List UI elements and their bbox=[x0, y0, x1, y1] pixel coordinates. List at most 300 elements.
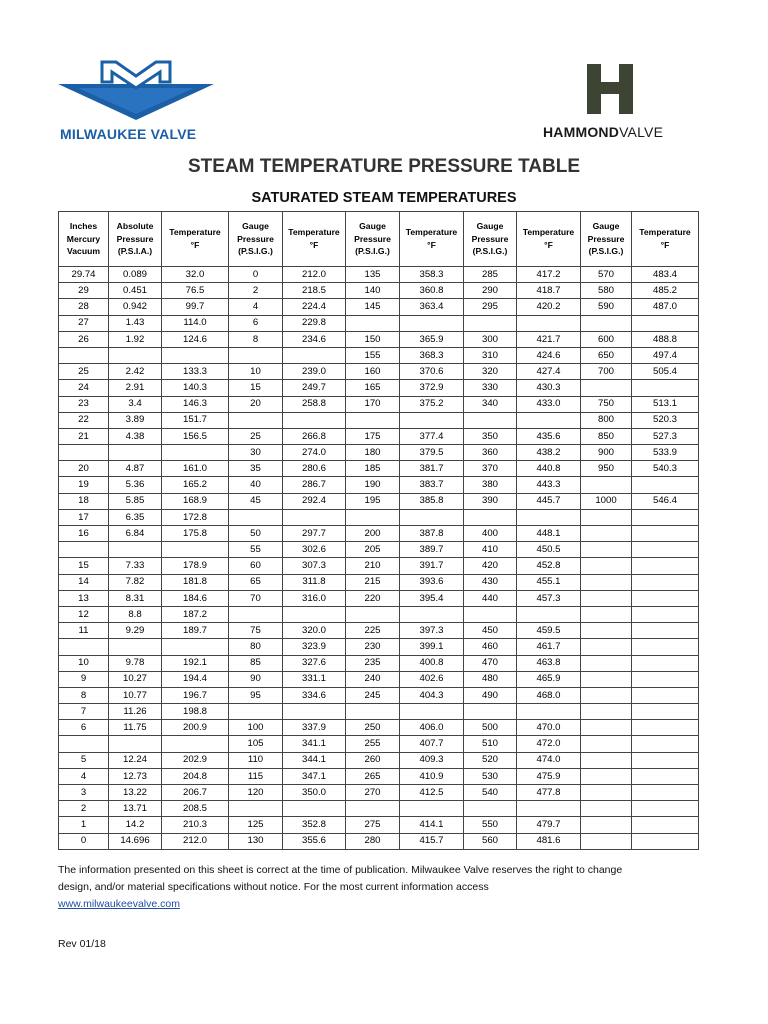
table-cell: 399.1 bbox=[400, 639, 464, 655]
table-row bbox=[59, 445, 699, 461]
table-cell bbox=[581, 542, 632, 558]
table-cell bbox=[59, 445, 109, 461]
table-cell: 170 bbox=[346, 396, 400, 412]
table-header-row bbox=[59, 212, 699, 267]
table-cell: 140 bbox=[346, 283, 400, 299]
table-cell: 208.5 bbox=[162, 801, 229, 817]
table-cell: 407.7 bbox=[400, 736, 464, 752]
table-row bbox=[59, 364, 699, 380]
table-cell: 212.0 bbox=[162, 833, 229, 849]
table-cell bbox=[632, 315, 699, 331]
table-cell: 393.6 bbox=[400, 574, 464, 590]
table-cell: 55 bbox=[229, 542, 283, 558]
table-cell: 196.7 bbox=[162, 687, 229, 703]
column-header-line: Gauge bbox=[476, 220, 504, 231]
column-header bbox=[464, 212, 517, 267]
table-cell: 210 bbox=[346, 558, 400, 574]
table-cell: 8.31 bbox=[109, 590, 162, 606]
table-cell: 10.27 bbox=[109, 671, 162, 687]
table-cell: 270 bbox=[346, 785, 400, 801]
table-cell: 1 bbox=[59, 817, 109, 833]
table-cell: 140.3 bbox=[162, 380, 229, 396]
table-row bbox=[59, 396, 699, 412]
table-cell: 381.7 bbox=[400, 461, 464, 477]
column-header-line: °F bbox=[190, 240, 200, 250]
table-cell: 370 bbox=[464, 461, 517, 477]
table-cell bbox=[162, 736, 229, 752]
column-header bbox=[283, 212, 346, 267]
table-cell: 397.3 bbox=[400, 623, 464, 639]
table-cell: 0.942 bbox=[109, 299, 162, 315]
table-cell bbox=[632, 817, 699, 833]
table-cell: 477.8 bbox=[517, 785, 581, 801]
table-cell: 465.9 bbox=[517, 671, 581, 687]
column-header-line: Vacuum bbox=[67, 246, 100, 257]
table-cell: 235 bbox=[346, 655, 400, 671]
table-row bbox=[59, 347, 699, 363]
table-row bbox=[59, 590, 699, 606]
table-cell: 194.4 bbox=[162, 671, 229, 687]
table-cell bbox=[581, 720, 632, 736]
table-cell: 404.3 bbox=[400, 687, 464, 703]
milwaukee-valve-mark-icon bbox=[58, 56, 214, 122]
table-cell bbox=[632, 833, 699, 849]
table-cell: 150 bbox=[346, 331, 400, 347]
table-cell: 380 bbox=[464, 477, 517, 493]
hammond-h-mark-icon bbox=[587, 64, 633, 114]
table-cell: 25 bbox=[229, 428, 283, 444]
table-cell: 440.8 bbox=[517, 461, 581, 477]
table-cell: 189.7 bbox=[162, 623, 229, 639]
table-row bbox=[59, 720, 699, 736]
table-cell: 650 bbox=[581, 347, 632, 363]
column-header-line: Absolute bbox=[116, 220, 154, 231]
column-header bbox=[346, 212, 400, 267]
table-cell: 225 bbox=[346, 623, 400, 639]
table-cell: 50 bbox=[229, 526, 283, 542]
table-cell: 0 bbox=[59, 833, 109, 849]
table-cell: 99.7 bbox=[162, 299, 229, 315]
table-cell: 390 bbox=[464, 493, 517, 509]
hammond-valve-wordmark bbox=[543, 124, 663, 140]
table-row bbox=[59, 704, 699, 720]
table-cell: 7.82 bbox=[109, 574, 162, 590]
table-cell: 250 bbox=[346, 720, 400, 736]
table-cell: 151.7 bbox=[162, 412, 229, 428]
table-row bbox=[59, 785, 699, 801]
table-cell: 18 bbox=[59, 493, 109, 509]
table-cell: 12.24 bbox=[109, 752, 162, 768]
column-header-line: Temperature bbox=[288, 227, 340, 238]
table-cell: 445.7 bbox=[517, 493, 581, 509]
table-cell: 415.7 bbox=[400, 833, 464, 849]
table-cell: 450 bbox=[464, 623, 517, 639]
table-cell bbox=[283, 606, 346, 622]
website-link[interactable]: www.milwaukeevalve.com bbox=[58, 898, 180, 910]
table-cell: 360.8 bbox=[400, 283, 464, 299]
table-cell: 20 bbox=[59, 461, 109, 477]
table-cell bbox=[162, 542, 229, 558]
table-cell bbox=[517, 606, 581, 622]
table-cell: 6.35 bbox=[109, 509, 162, 525]
table-cell: 5.36 bbox=[109, 477, 162, 493]
table-cell: 146.3 bbox=[162, 396, 229, 412]
column-header-line: Temperature bbox=[639, 227, 691, 238]
table-cell bbox=[581, 477, 632, 493]
table-cell bbox=[581, 558, 632, 574]
table-cell: 310 bbox=[464, 347, 517, 363]
table-row bbox=[59, 817, 699, 833]
table-cell: 12.73 bbox=[109, 768, 162, 784]
table-cell: 175.8 bbox=[162, 526, 229, 542]
table-cell: 8 bbox=[229, 331, 283, 347]
table-cell: 8 bbox=[59, 687, 109, 703]
table-cell bbox=[346, 801, 400, 817]
table-cell: 275 bbox=[346, 817, 400, 833]
table-cell: 184.6 bbox=[162, 590, 229, 606]
disclaimer-note bbox=[58, 862, 658, 913]
column-header-line: (P.S.I.G.) bbox=[238, 246, 273, 257]
table-cell: 550 bbox=[464, 817, 517, 833]
table-cell: 546.4 bbox=[632, 493, 699, 509]
table-cell: 430.3 bbox=[517, 380, 581, 396]
table-cell bbox=[632, 606, 699, 622]
table-cell: 14.2 bbox=[109, 817, 162, 833]
table-cell: 540.3 bbox=[632, 461, 699, 477]
table-cell: 485.2 bbox=[632, 283, 699, 299]
table-cell: 14.696 bbox=[109, 833, 162, 849]
table-cell: 424.6 bbox=[517, 347, 581, 363]
table-cell: 323.9 bbox=[283, 639, 346, 655]
table-cell bbox=[632, 639, 699, 655]
table-cell: 316.0 bbox=[283, 590, 346, 606]
table-cell: 340 bbox=[464, 396, 517, 412]
table-cell: 45 bbox=[229, 493, 283, 509]
table-cell bbox=[581, 833, 632, 849]
table-cell: 391.7 bbox=[400, 558, 464, 574]
table-cell bbox=[400, 606, 464, 622]
table-cell: 379.5 bbox=[400, 445, 464, 461]
column-header-line: Temperature bbox=[405, 227, 458, 238]
table-cell bbox=[581, 736, 632, 752]
table-cell: 274.0 bbox=[283, 445, 346, 461]
table-row bbox=[59, 768, 699, 784]
table-cell bbox=[632, 704, 699, 720]
table-row bbox=[59, 639, 699, 655]
table-cell: 452.8 bbox=[517, 558, 581, 574]
table-cell: 800 bbox=[581, 412, 632, 428]
table-cell: 11.26 bbox=[109, 704, 162, 720]
column-header-line: (P.S.I.G.) bbox=[355, 246, 390, 257]
table-cell bbox=[162, 347, 229, 363]
column-header bbox=[632, 212, 699, 267]
table-cell: 12 bbox=[59, 606, 109, 622]
column-header-line: Pressure bbox=[237, 233, 274, 244]
table-cell bbox=[581, 785, 632, 801]
table-subtitle: SATURATED STEAM TEMPERATURES bbox=[251, 190, 517, 206]
table-cell: 435.6 bbox=[517, 428, 581, 444]
table-cell: 7.33 bbox=[109, 558, 162, 574]
table-cell bbox=[517, 412, 581, 428]
table-row bbox=[59, 526, 699, 542]
table-cell: 530 bbox=[464, 768, 517, 784]
table-cell: 290 bbox=[464, 283, 517, 299]
steam-pressure-table bbox=[58, 211, 699, 850]
table-cell: 156.5 bbox=[162, 428, 229, 444]
table-cell: 229.8 bbox=[283, 315, 346, 331]
table-cell: 280 bbox=[346, 833, 400, 849]
table-cell: 245 bbox=[346, 687, 400, 703]
table-row bbox=[59, 283, 699, 299]
table-cell: 13.22 bbox=[109, 785, 162, 801]
table-cell: 220 bbox=[346, 590, 400, 606]
column-header-line: (P.S.I.A.) bbox=[117, 246, 153, 257]
table-cell: 204.8 bbox=[162, 768, 229, 784]
table-cell: 21 bbox=[59, 428, 109, 444]
table-cell: 490 bbox=[464, 687, 517, 703]
table-cell: 35 bbox=[229, 461, 283, 477]
table-cell: 115 bbox=[229, 768, 283, 784]
table-cell: 100 bbox=[229, 720, 283, 736]
table-cell: 3 bbox=[59, 785, 109, 801]
table-cell: 206.7 bbox=[162, 785, 229, 801]
table-cell: 540 bbox=[464, 785, 517, 801]
table-cell: 5 bbox=[59, 752, 109, 768]
table-cell: 527.3 bbox=[632, 428, 699, 444]
table-cell: 409.3 bbox=[400, 752, 464, 768]
table-cell bbox=[632, 687, 699, 703]
table-row bbox=[59, 606, 699, 622]
table-cell: 410.9 bbox=[400, 768, 464, 784]
table-cell: 461.7 bbox=[517, 639, 581, 655]
table-row bbox=[59, 752, 699, 768]
table-cell bbox=[464, 509, 517, 525]
table-cell bbox=[229, 412, 283, 428]
table-cell: 472.0 bbox=[517, 736, 581, 752]
table-cell: 570 bbox=[581, 267, 632, 283]
column-header bbox=[400, 212, 464, 267]
table-cell bbox=[581, 768, 632, 784]
table-cell bbox=[346, 412, 400, 428]
table-cell bbox=[581, 671, 632, 687]
table-row bbox=[59, 477, 699, 493]
table-row bbox=[59, 687, 699, 703]
milwaukee-valve-logo bbox=[58, 56, 218, 142]
column-header-line: Gauge bbox=[242, 220, 269, 231]
table-cell: 331.1 bbox=[283, 671, 346, 687]
table-cell: 40 bbox=[229, 477, 283, 493]
table-cell: 463.8 bbox=[517, 655, 581, 671]
table-cell bbox=[632, 655, 699, 671]
table-cell bbox=[581, 526, 632, 542]
table-cell: 520 bbox=[464, 752, 517, 768]
table-cell: 80 bbox=[229, 639, 283, 655]
table-cell bbox=[109, 639, 162, 655]
table-cell bbox=[283, 801, 346, 817]
column-header bbox=[59, 212, 109, 267]
table-cell: 387.8 bbox=[400, 526, 464, 542]
table-cell: 218.5 bbox=[283, 283, 346, 299]
table-cell: 210.3 bbox=[162, 817, 229, 833]
table-cell: 0 bbox=[229, 267, 283, 283]
table-cell: 0.451 bbox=[109, 283, 162, 299]
table-cell: 347.1 bbox=[283, 768, 346, 784]
table-cell: 320.0 bbox=[283, 623, 346, 639]
table-cell bbox=[632, 380, 699, 396]
table-cell: 400.8 bbox=[400, 655, 464, 671]
table-cell: 481.6 bbox=[517, 833, 581, 849]
table-cell: 438.2 bbox=[517, 445, 581, 461]
table-cell bbox=[229, 347, 283, 363]
table-cell: 192.1 bbox=[162, 655, 229, 671]
table-row bbox=[59, 736, 699, 752]
column-header-line: (P.S.I.G.) bbox=[472, 246, 508, 257]
column-header-line: Gauge bbox=[592, 220, 620, 231]
column-header bbox=[109, 212, 162, 267]
table-cell: 377.4 bbox=[400, 428, 464, 444]
table-cell: 2 bbox=[229, 283, 283, 299]
table-cell: 363.4 bbox=[400, 299, 464, 315]
table-cell: 161.0 bbox=[162, 461, 229, 477]
table-cell: 27 bbox=[59, 315, 109, 331]
table-cell: 433.0 bbox=[517, 396, 581, 412]
table-cell bbox=[283, 412, 346, 428]
column-header-line: Pressure bbox=[354, 233, 391, 244]
table-cell: 16 bbox=[59, 526, 109, 542]
table-cell: 420.2 bbox=[517, 299, 581, 315]
table-cell: 19 bbox=[59, 477, 109, 493]
table-cell: 168.9 bbox=[162, 493, 229, 509]
table-cell: 85 bbox=[229, 655, 283, 671]
column-header bbox=[581, 212, 632, 267]
table-cell: 513.1 bbox=[632, 396, 699, 412]
table-cell: 375.2 bbox=[400, 396, 464, 412]
table-cell: 418.7 bbox=[517, 283, 581, 299]
table-cell: 470 bbox=[464, 655, 517, 671]
table-cell: 114.0 bbox=[162, 315, 229, 331]
table-cell: 427.4 bbox=[517, 364, 581, 380]
table-row bbox=[59, 574, 699, 590]
table-cell: 311.8 bbox=[283, 574, 346, 590]
table-cell bbox=[283, 509, 346, 525]
table-row bbox=[59, 623, 699, 639]
table-cell: 400 bbox=[464, 526, 517, 542]
table-cell bbox=[109, 347, 162, 363]
table-cell: 4.87 bbox=[109, 461, 162, 477]
table-cell bbox=[632, 671, 699, 687]
table-cell: 344.1 bbox=[283, 752, 346, 768]
table-cell: 1.43 bbox=[109, 315, 162, 331]
table-cell bbox=[464, 315, 517, 331]
table-cell: 14 bbox=[59, 574, 109, 590]
table-cell: 13 bbox=[59, 590, 109, 606]
table-row bbox=[59, 331, 699, 347]
table-cell: 29.74 bbox=[59, 267, 109, 283]
table-cell: 334.6 bbox=[283, 687, 346, 703]
table-cell: 2 bbox=[59, 801, 109, 817]
column-header-line: °F bbox=[544, 240, 553, 250]
table-cell: 520.3 bbox=[632, 412, 699, 428]
table-cell bbox=[229, 509, 283, 525]
table-cell: 190 bbox=[346, 477, 400, 493]
table-cell: 580 bbox=[581, 283, 632, 299]
table-cell: 2.91 bbox=[109, 380, 162, 396]
table-row bbox=[59, 801, 699, 817]
table-cell: 145 bbox=[346, 299, 400, 315]
table-row bbox=[59, 428, 699, 444]
table-cell: 135 bbox=[346, 267, 400, 283]
table-cell: 337.9 bbox=[283, 720, 346, 736]
page-title: STEAM TEMPERATURE PRESSURE TABLE bbox=[188, 156, 580, 177]
table-cell: 389.7 bbox=[400, 542, 464, 558]
table-cell: 202.9 bbox=[162, 752, 229, 768]
table-cell: 320 bbox=[464, 364, 517, 380]
table-cell: 265 bbox=[346, 768, 400, 784]
table-cell bbox=[581, 574, 632, 590]
table-cell bbox=[59, 639, 109, 655]
column-header bbox=[229, 212, 283, 267]
column-header-line: Pressure bbox=[587, 233, 625, 244]
table-row bbox=[59, 267, 699, 283]
table-cell bbox=[581, 704, 632, 720]
table-cell bbox=[162, 639, 229, 655]
column-header-line: °F bbox=[427, 240, 436, 250]
table-cell: 60 bbox=[229, 558, 283, 574]
table-cell bbox=[581, 315, 632, 331]
table-cell: 470.0 bbox=[517, 720, 581, 736]
table-row bbox=[59, 380, 699, 396]
table-cell: 352.8 bbox=[283, 817, 346, 833]
table-cell: 165.2 bbox=[162, 477, 229, 493]
table-cell bbox=[464, 801, 517, 817]
table-cell: 124.6 bbox=[162, 331, 229, 347]
table-cell: 2.42 bbox=[109, 364, 162, 380]
column-header-line: Pressure bbox=[471, 233, 509, 244]
table-cell: 20 bbox=[229, 396, 283, 412]
table-cell: 460 bbox=[464, 639, 517, 655]
table-cell bbox=[581, 639, 632, 655]
table-cell bbox=[581, 590, 632, 606]
table-cell: 180 bbox=[346, 445, 400, 461]
table-cell: 6 bbox=[59, 720, 109, 736]
table-cell: 285 bbox=[464, 267, 517, 283]
table-row bbox=[59, 299, 699, 315]
table-cell: 510 bbox=[464, 736, 517, 752]
table-cell: 95 bbox=[229, 687, 283, 703]
table-cell: 32.0 bbox=[162, 267, 229, 283]
table-cell: 5.85 bbox=[109, 493, 162, 509]
table-cell: 11.75 bbox=[109, 720, 162, 736]
table-cell: 402.6 bbox=[400, 671, 464, 687]
table-cell: 198.8 bbox=[162, 704, 229, 720]
hammond-wordmark-bold: HAMMOND bbox=[543, 124, 620, 140]
table-cell: 75 bbox=[229, 623, 283, 639]
table-cell bbox=[581, 623, 632, 639]
table-cell: 30 bbox=[229, 445, 283, 461]
table-cell bbox=[400, 412, 464, 428]
table-cell bbox=[632, 623, 699, 639]
table-cell: 181.8 bbox=[162, 574, 229, 590]
table-cell bbox=[162, 445, 229, 461]
table-cell: 185 bbox=[346, 461, 400, 477]
revision-label: Rev 01/18 bbox=[58, 938, 106, 950]
table-cell bbox=[109, 445, 162, 461]
column-header-line: Temperature bbox=[169, 227, 221, 238]
column-header-line: Inches bbox=[69, 220, 98, 231]
table-cell: 297.7 bbox=[283, 526, 346, 542]
table-row bbox=[59, 542, 699, 558]
table-cell: 443.3 bbox=[517, 477, 581, 493]
